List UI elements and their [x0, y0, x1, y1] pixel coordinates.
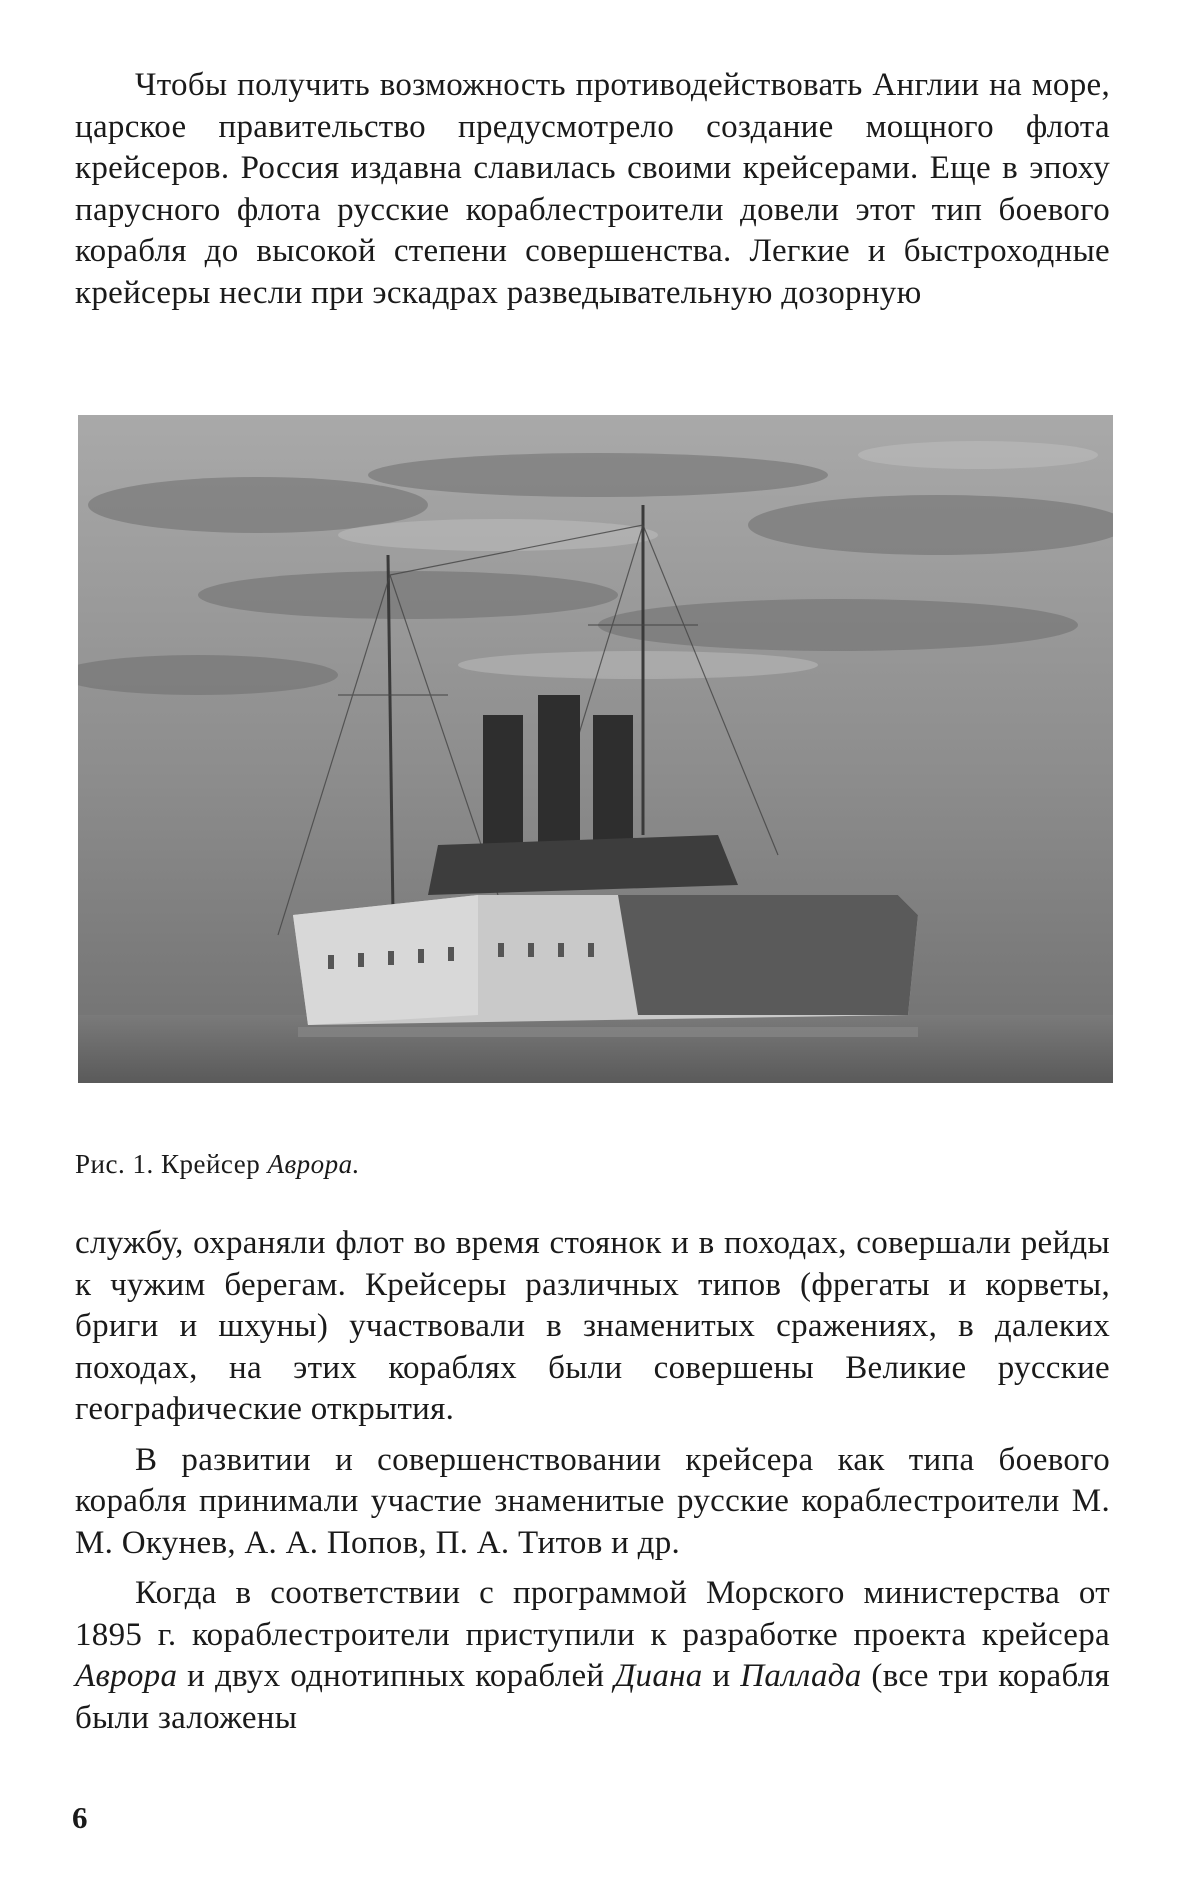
caption-ship-name: Аврора.	[267, 1149, 360, 1179]
page-number: 6	[72, 1800, 88, 1835]
p3-part3: и	[702, 1658, 741, 1694]
ship-name-aurora: Аврора	[75, 1658, 178, 1694]
ship-name-pallada: Паллада	[740, 1658, 862, 1694]
p3-part2: и двух однотипных кораблей	[177, 1658, 615, 1694]
ship-illustration	[78, 415, 1113, 1083]
p3-part4: (все три корабля были заложены	[75, 1658, 1110, 1736]
caption-prefix: Рис. 1. Крейсер	[75, 1149, 261, 1179]
cruiser-aurora-photo	[78, 415, 1113, 1083]
bottom-text-block	[75, 1223, 1110, 1739]
ship-name-diana: Диана	[614, 1658, 703, 1694]
continued-paragraph: службу, охраняли флот во время стоянок и в походах, совершали рейды к чужим берегам. Крейсеры различных типов (фрегаты и корветы, бриги и шхуны) участвовали в знаменитых сражениях, в далеких походах, на этих кораблях были совершены Великие русские географические открытия.	[75, 1225, 1110, 1427]
program-paragraph	[75, 1573, 1110, 1739]
top-text-block	[75, 65, 1110, 314]
intro-paragraph: Чтобы получить возможность противодействовать Англии на море, царское правительство предусмотрело создание мощного флота крейсеров. Россия издавна славилась своими крейсерами. Еще в эпоху парусного флота русские кораблестроители довели этот тип боевого корабля до высокой степени совершенства. Легкие и быстроходные крейсеры несли при эскадрах разведывательную дозорную	[75, 67, 1110, 311]
shipbuilders-paragraph: В развитии и совершенствовании крейсера как типа боевого корабля принимали участие знаменитые русские кораблестроители М. М. Окунев, А. А. Попов, П. А. Титов и др.	[75, 1441, 1110, 1561]
p3-part1: Когда в соответствии с программой Морского министерства от 1895 г. кораблестроители приступили к разработке проекта крейсера	[75, 1575, 1110, 1653]
figure-caption	[75, 1148, 360, 1180]
